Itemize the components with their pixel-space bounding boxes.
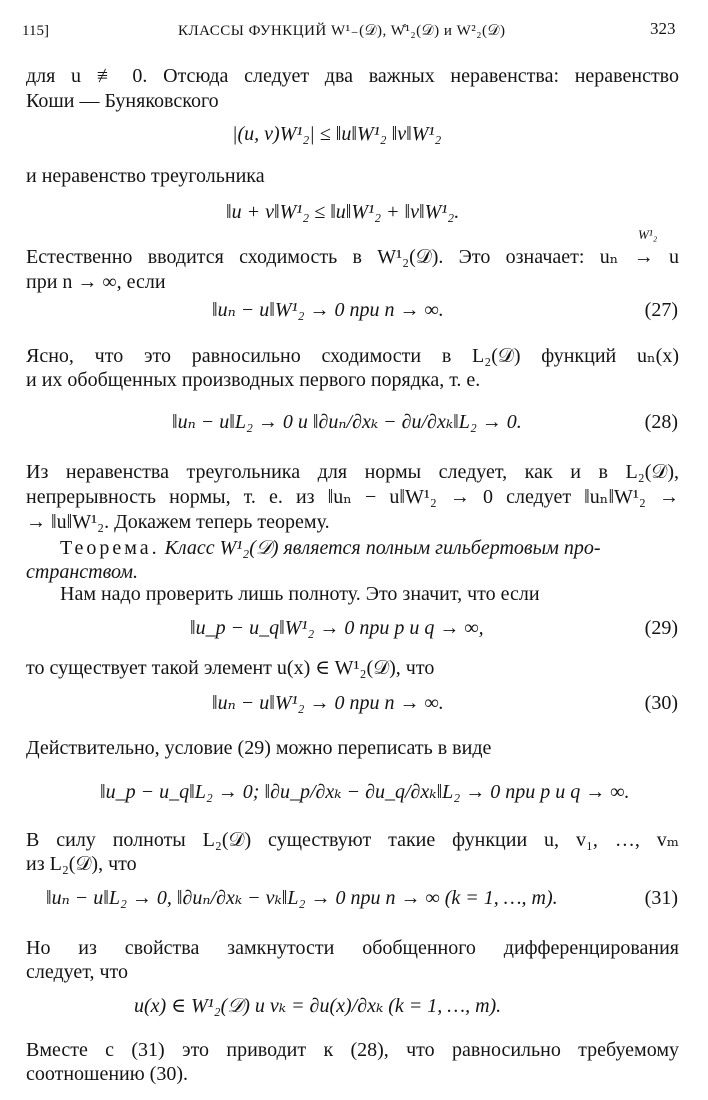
text-line: из L₂(𝒟), что [26,853,137,875]
equation-29: ‖u_p − u_q‖W¹₂ → 0 при p и q → ∞, [190,617,484,639]
equation-final: u(x) ∈ W¹₂(𝒟) и vₖ = ∂u(x)/∂xₖ (k = 1, …, m). [134,995,502,1017]
text-line: Нам надо проверить лишь полноту. Это значит, что если [60,583,540,605]
text-line: то существует такой элемент u(x) ∈ W¹₂(𝒟), что [26,657,435,679]
text-line: Действительно, условие (29) можно переписать в виде [26,737,492,759]
equation-triangle: ‖u + v‖W¹₂ ≤ ‖u‖W¹₂ + ‖v‖W¹₂. [226,201,460,223]
text-line: непрерывность нормы, т. е. из ‖uₙ − u‖W¹₂ → 0 следует ‖uₙ‖W¹₂ → [26,486,679,508]
equation-number: (28) [644,411,678,433]
text-line: и их обобщенных производных первого порядка, т. е. [26,369,481,391]
equation-number: (30) [644,692,678,714]
text-line: следует, что [26,961,129,983]
text-line: В силу полноты L₂(𝒟) существуют такие функции u, v₁, …, vₘ [26,829,679,851]
equation-28: ‖uₙ − u‖L₂ → 0 и ‖∂uₙ/∂xₖ − ∂u/∂xₖ‖L₂ → 0. [172,411,522,433]
arrow-label: W¹₂ [638,227,658,242]
equation-number: (27) [644,299,678,321]
text-line: Естественно вводится сходимость в W¹₂(𝒟). Это означает: uₙ → u [26,246,679,268]
text-line: Но из свойства замкнутости обобщенного дифференцирования [26,937,679,959]
equation-30: ‖uₙ − u‖W¹₂ → 0 при n → ∞. [212,692,444,714]
equation-rewrite: ‖u_p − u_q‖L₂ → 0; ‖∂u_p/∂xₖ − ∂u_q/∂xₖ‖L₂ → 0 при p и q → ∞. [100,781,630,803]
equation-31: ‖uₙ − u‖L₂ → 0, ‖∂uₙ/∂xₖ − vₖ‖L₂ → 0 при n → ∞ (k = 1, …, m). [46,887,558,909]
section-number: 115] [22,23,49,39]
equation-27: ‖uₙ − u‖W¹₂ → 0 при n → ∞. [212,299,444,321]
text-line: Ясно, что это равносильно сходимости в L₂(𝒟) функций uₙ(x) [26,345,679,367]
text-line: соотношению (30). [26,1063,189,1085]
theorem-line [60,536,679,560]
equation-cauchy-bunyakovsky: |(u, v)W¹₂| ≤ ‖u‖W¹₂ ‖v‖W¹₂ [232,123,442,145]
text-line: Вместе с (31) это приводит к (28), что равносильно требуемому [26,1039,679,1061]
running-head: КЛАССЫ ФУНКЦИЙ W¹₋(𝒟), W̊¹₂(𝒟) и W²₂(𝒟) [178,23,506,39]
theorem-label: Теорема. [60,537,160,559]
text-line: при n → ∞, если [26,271,166,293]
equation-number: (29) [644,617,678,639]
page-number: 323 [650,19,676,38]
theorem-statement: Класс W¹₂(𝒟) является полным гильбертовым про- [164,537,601,559]
text-line: Коши — Буняковского [26,90,219,112]
text-line: и неравенство треугольника [26,165,265,187]
text-line: → ‖u‖W¹₂. Докажем теперь теорему. [26,511,330,533]
text-line: для u ≢ 0. Отсюда следует два важных неравенства: неравенство [26,65,679,87]
theorem-statement-cont: странством. [26,561,138,583]
equation-number: (31) [644,887,678,909]
text-line: Из неравенства треугольника для нормы следует, как и в L₂(𝒟), [26,461,679,483]
